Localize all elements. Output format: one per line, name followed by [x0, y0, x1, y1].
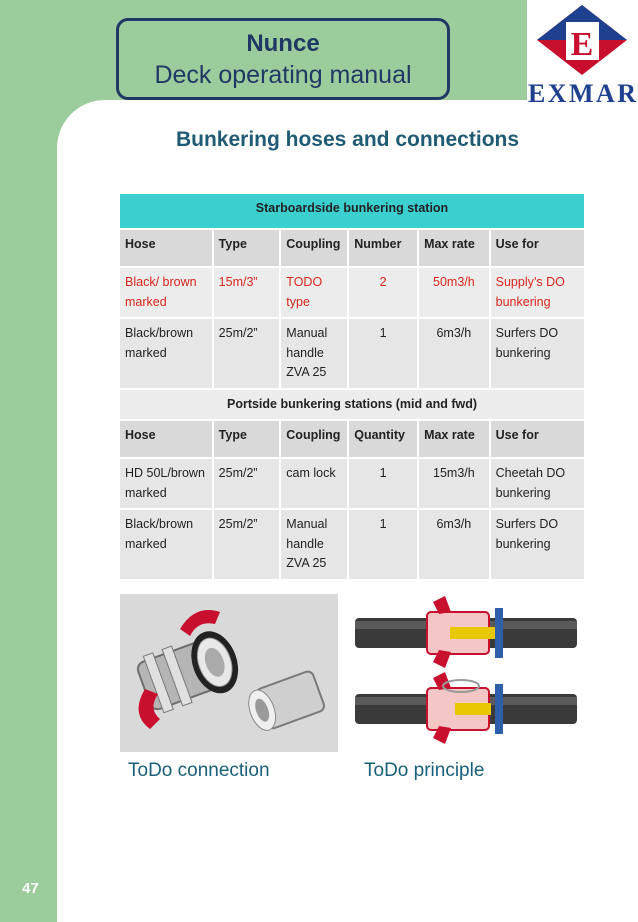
table-cell: Black/brown marked: [120, 319, 212, 388]
column-header: Quantity: [349, 421, 417, 457]
column-header: Coupling: [281, 230, 347, 266]
table-cell: cam lock: [281, 459, 347, 508]
column-header: Type: [214, 421, 280, 457]
table-cell: 25m/2”: [214, 510, 280, 579]
table-cell: Black/ brown marked: [120, 268, 212, 317]
table-cell: 1: [349, 459, 417, 508]
table-row: [120, 268, 584, 317]
column-header: Max rate: [419, 230, 489, 266]
starboard-title: Starboardside bunkering station: [120, 194, 584, 228]
column-header: Hose: [120, 230, 212, 266]
table-cell: 50m3/h: [419, 268, 489, 317]
document-subtitle: Deck operating manual: [154, 61, 412, 89]
table-cell: HD 50L/brown marked: [120, 459, 212, 508]
table-cell: Surfers DO bunkering: [491, 510, 584, 579]
coupling-connection-image: [120, 594, 338, 752]
table-row: [120, 459, 584, 508]
table-cell: 2: [349, 268, 417, 317]
page-number: 47: [22, 880, 39, 897]
starboard-column-headers: [120, 230, 584, 266]
column-header: Number: [349, 230, 417, 266]
column-header: Type: [214, 230, 280, 266]
title-box: [116, 18, 450, 100]
section-heading: Bunkering hoses and connections: [175, 128, 520, 151]
column-header: Use for: [491, 230, 584, 266]
table-cell: Surfers DO bunkering: [491, 319, 584, 388]
table-cell: Manual handle ZVA 25: [281, 510, 347, 579]
exmar-logo: [527, 0, 638, 106]
table-row: [120, 319, 584, 388]
caption-principle: ToDo principle: [364, 760, 485, 781]
table-row: [120, 510, 584, 579]
table-cell: Manual handle ZVA 25: [281, 319, 347, 388]
logo-letter: E: [570, 26, 594, 63]
starboard-title-row: [120, 194, 584, 228]
table-cell: 1: [349, 319, 417, 388]
document-title: Nunce: [246, 30, 320, 57]
table-cell: 25m/2”: [214, 459, 280, 508]
table-cell: Supply’s DO bunkering: [491, 268, 584, 317]
table-cell: Black/brown marked: [120, 510, 212, 579]
column-header: Use for: [491, 421, 584, 457]
table-cell: 15m/3”: [214, 268, 280, 317]
column-header: Max rate: [419, 421, 489, 457]
port-title: Portside bunkering stations (mid and fwd): [120, 390, 584, 420]
port-column-headers: [120, 421, 584, 457]
column-header: Coupling: [281, 421, 347, 457]
table-cell: 15m3/h: [419, 459, 489, 508]
table-cell: 6m3/h: [419, 319, 489, 388]
table-cell: 6m3/h: [419, 510, 489, 579]
port-title-row: [120, 390, 584, 420]
caption-connection: ToDo connection: [128, 760, 270, 781]
table-cell: Cheetah DO bunkering: [491, 459, 584, 508]
logo-text: EXMAR: [528, 79, 636, 106]
column-header: Hose: [120, 421, 212, 457]
bunkering-table: [118, 192, 586, 581]
table-cell: 25m/2”: [214, 319, 280, 388]
table-cell: TODO type: [281, 268, 347, 317]
coupling-principle-image: [355, 594, 577, 752]
table-cell: 1: [349, 510, 417, 579]
